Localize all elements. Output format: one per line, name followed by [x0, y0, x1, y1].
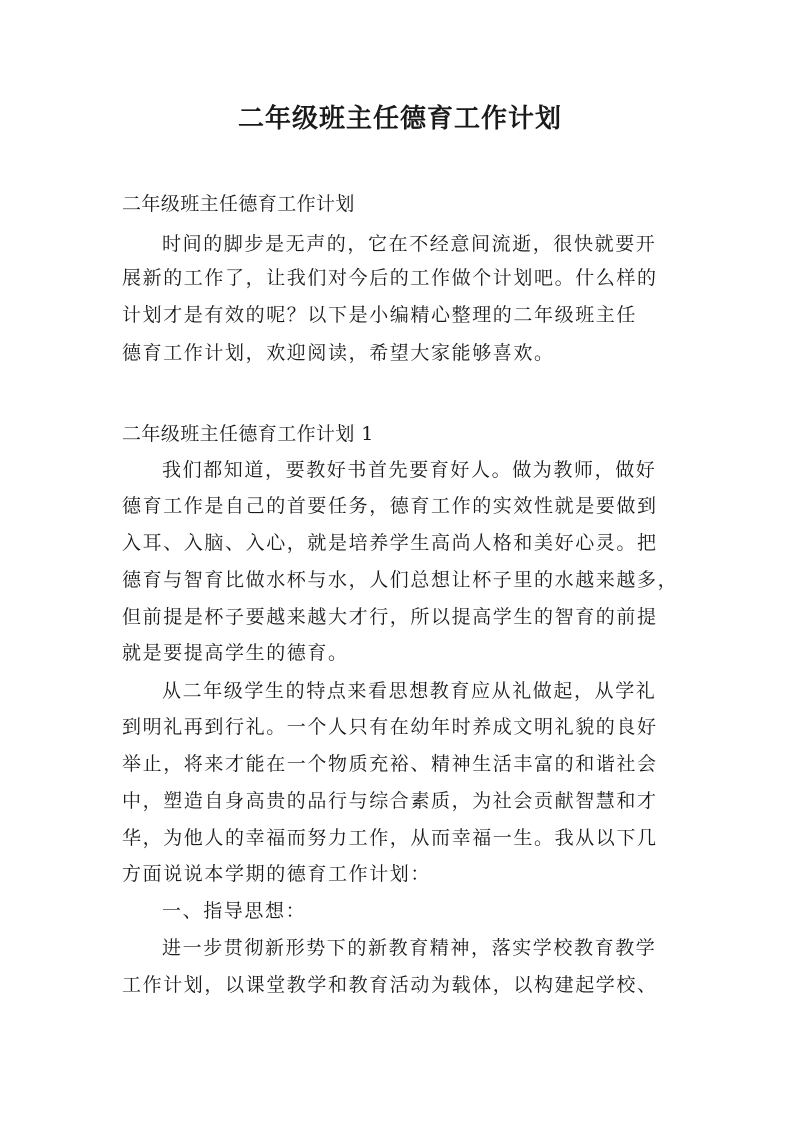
paragraph-line: 入耳、入脑、入心，就是培养学生高尚人格和美好心灵。把 [122, 532, 658, 554]
paragraph-line: 中，塑造自身高贵的品行与综合素质，为社会贡献智慧和才 [122, 790, 658, 812]
paragraph-line: 举止，将来才能在一个物质充裕、精神生活丰富的和谐社会 [122, 753, 658, 775]
intro-line: 计划才是有效的呢？以下是小编精心整理的二年级班主任 [122, 304, 638, 326]
paragraph-line: 德育工作是自己的首要任务，德育工作的实效性就是要做到 [122, 495, 658, 517]
intro-line: 时间的脚步是无声的，它在不经意间流逝，很快就要开 [162, 233, 657, 255]
paragraph-line: 但前提是杯子要越来越大才行，所以提高学生的智育的前提 [122, 606, 658, 628]
paragraph-line: 工作计划，以课堂教学和教育活动为载体，以构建起学校、 [122, 974, 658, 996]
paragraph-line: 就是要提高学生的德育。 [122, 642, 349, 664]
paragraph-line: 华，为他人的幸福而努力工作，从而幸福一生。我从以下几 [122, 827, 658, 849]
paragraph-line: 德育与智育比做水杯与水，人们总想让杯子里的水越来越多， [122, 569, 679, 591]
item-heading: 一、指导思想： [162, 900, 307, 922]
paragraph-line: 从二年级学生的特点来看思想教育应从礼做起，从学礼 [162, 680, 657, 702]
paragraph-line: 到明礼再到行礼。一个人只有在幼年时养成文明礼貌的良好 [122, 716, 658, 738]
paragraph-line: 我们都知道，要教好书首先要育好人。做为教师，做好 [162, 459, 657, 481]
intro-line: 德育工作计划，欢迎阅读，希望大家能够喜欢。 [122, 342, 555, 364]
paragraph-line: 方面说说本学期的德育工作计划： [122, 863, 432, 885]
subtitle: 二年级班主任德育工作计划 [122, 193, 355, 215]
intro-line: 展新的工作了，让我们对今后的工作做个计划吧。什么样的 [122, 267, 658, 289]
section-heading: 二年级班主任德育工作计划 1 [122, 423, 374, 445]
paragraph-line: 进一步贯彻新形势下的新教育精神，落实学校教育教学 [162, 937, 657, 959]
document-title: 二年级班主任德育工作计划 [237, 104, 562, 134]
